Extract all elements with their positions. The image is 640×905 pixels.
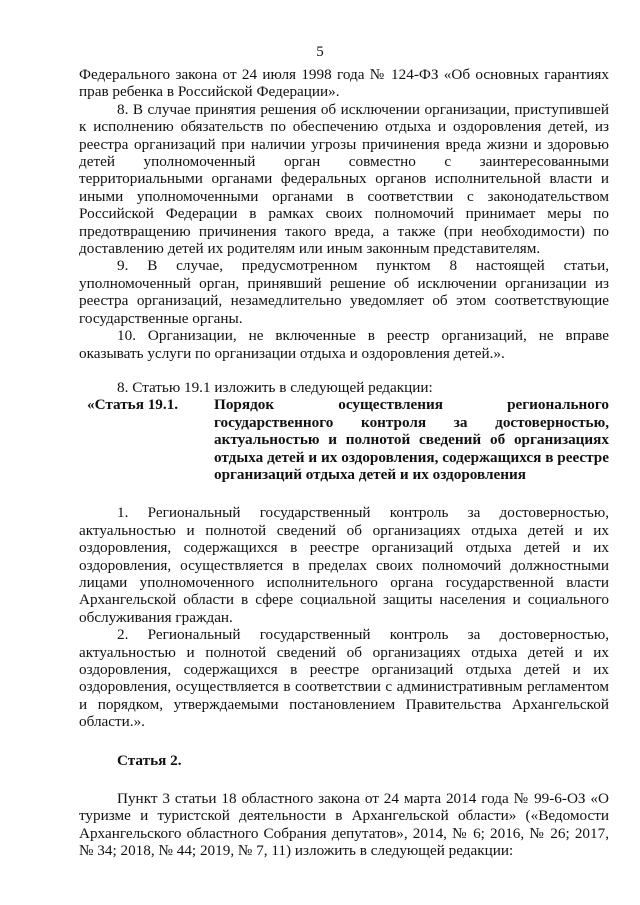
article-19-1-number: «Статья 19.1. — [87, 396, 179, 414]
document-body — [79, 66, 609, 860]
paragraph-amendment-8: 8. Статью 19.1 изложить в следующей редакции: — [117, 378, 433, 396]
article-19-1-heading — [79, 396, 609, 483]
article-2-title: Статья 2. — [117, 751, 182, 769]
paragraph-article-19-1-item-1: 1. Региональный государственный контроль за достоверностью, актуальностью и полнотой сведений об организациях отдыха детей и их оздоровления, содержащихся в реестре организаций отдыха детей и их оздоровления, осуществляется в пределах своих полномочий должностными лицами уполномоченного исполнительного органа государственной власти Архангельской области в сфере социальной защиты населения и социального обслуживания граждан. — [79, 504, 609, 626]
article-19-1-title: Порядок осуществления регионального государственного контроля за достоверностью, актуальностью и полнотой сведений об организациях отдыха детей и их оздоровления, содержащихся в реестре организаций отдыха детей и их оздоровления — [214, 396, 609, 483]
paragraph-article-2-text: Пункт 3 статьи 18 областного закона от 24 марта 2014 года № 99-6-ОЗ «О туризме и туристской деятельности в Архангельской области» («Ведомости Архангельского областного Собрания депутатов», 2014, № 6; 2016, № 26; 2017, № 34; 2018, № 44; 2019, № 7, 11) изложить в следующей редакции: — [79, 790, 609, 860]
paragraph-article-19-1-item-2: 2. Региональный государственный контроль за достоверностью, актуальностью и полнотой сведений об организациях отдыха детей и их оздоровления, содержащихся в реестре организаций отдыха детей и их оздоровления, осуществляется в соответствии с административным регламентом и порядком, утверждаемыми постановлением Правительства Архангельской области.». — [79, 626, 609, 731]
paragraph-item-8: 8. В случае принятия решения об исключении организации, приступившей к исполнению обязательств по обеспечению отдыха и оздоровления детей, из реестра организаций при наличии угрозы причинения вреда жизни и здоровью детей уполномоченный орган совместно с заинтересованными территориальными органами федеральных органов исполнительной власти и иными уполномоченными органами в соответствии с законодательством Российской Федерации в рамках своих полномочий принимает меры по предотвращению причинения такого вреда, а также (при необходимости) по доставлению детей их родителям или иным законным представителям. — [79, 100, 609, 258]
page-number: 5 — [316, 44, 324, 60]
paragraph-continuation: Федерального закона от 24 июля 1998 года № 124-ФЗ «Об основных гарантиях прав ребенка в Российской Федерации». — [79, 66, 609, 101]
paragraph-item-10: 10. Организации, не включенные в реестр организаций, не вправе оказывать услуги по организации отдыха и оздоровления детей.». — [79, 327, 609, 362]
paragraph-item-9: 9. В случае, предусмотренном пунктом 8 настоящей статьи, уполномоченный орган, принявший решение об исключении организации из реестра организаций, незамедлительно уведомляет об этом соответствующие государственные органы. — [79, 257, 609, 327]
